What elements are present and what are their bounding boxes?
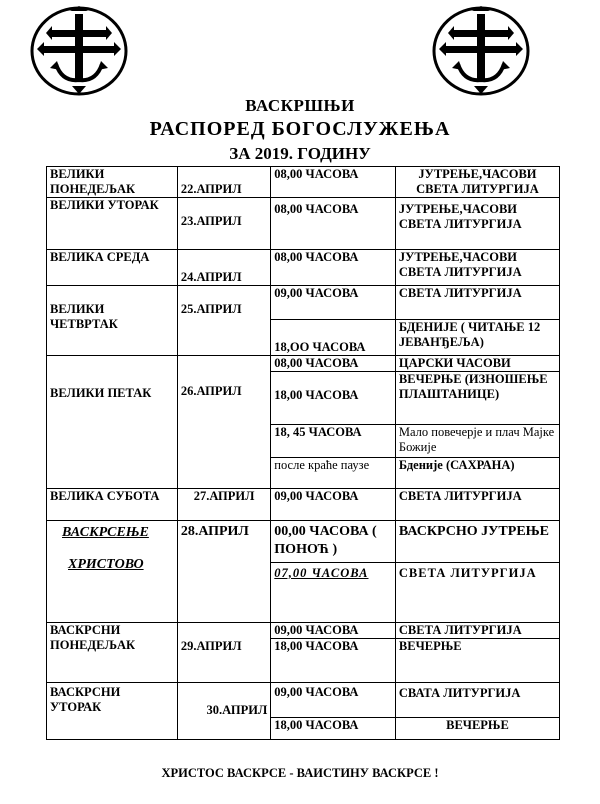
service-cell: СВЕТА ЛИТУРГИЈА xyxy=(395,489,559,521)
day-name-line-2: ХРИСТОВО xyxy=(68,557,144,572)
day-cell: ВЕЛИКИ ЧЕТВРТАК xyxy=(47,286,178,356)
service-cell: ЈУТРЕЊЕ,ЧАСОВИ СВЕТА ЛИТУРГИЈА xyxy=(395,250,559,286)
time-1: 09,00 ЧАСОВА xyxy=(271,623,395,639)
day-cell: ВЕЛИКИ ПЕТАК xyxy=(47,356,178,489)
date-cell: 24.АПРИЛ xyxy=(177,250,270,286)
service-cell: СВЕТА ЛИТУРГИЈА xyxy=(395,563,559,623)
service-1: СВЕТА ЛИТУРГИЈА xyxy=(396,623,559,639)
table-row xyxy=(47,521,560,563)
title-line-1: ВАСКРШЊИ xyxy=(245,96,355,115)
table-row xyxy=(47,356,560,372)
service-cell: СВАТА ЛИТУРГИЈА xyxy=(395,683,559,718)
service-cell: ВЕЧЕРЊЕ (ИЗНОШЕЊЕ ПЛАШТАНИЦЕ) xyxy=(395,372,559,425)
service-cell: ЈУТРЕЊЕ,ЧАСОВИ СВЕТА ЛИТУРГИЈА xyxy=(395,167,559,198)
time-cell: 08,00 ЧАСОВА xyxy=(271,167,396,198)
time-cell: 09,00 ЧАСОВА xyxy=(271,683,396,718)
table-row xyxy=(47,167,560,198)
day-cell: ВЕЛИКИ УТОРАК xyxy=(47,198,178,250)
footer-greeting: ХРИСТОС ВАСКРСЕ - ВАИСТИНУ ВАСКРСЕ ! xyxy=(161,766,439,780)
cross-emblem-icon xyxy=(432,6,530,96)
time-cell: 18,00 ЧАСОВА xyxy=(271,718,396,740)
table-row xyxy=(47,623,560,683)
time-cell xyxy=(271,623,396,683)
date-cell: 22.АПРИЛ xyxy=(177,167,270,198)
title-line-2: РАСПОРЕД БОГОСЛУЖЕЊА xyxy=(149,118,451,140)
service-cell xyxy=(395,623,559,683)
service-2: ВЕЧЕРЊЕ xyxy=(398,639,462,653)
date-cell: 25.АПРИЛ xyxy=(177,286,270,356)
table-row xyxy=(47,250,560,286)
day-cell: ВАСКРСНИ ПОНЕДЕЉАК xyxy=(47,623,178,683)
title-line-3: ЗА 2019. ГОДИНУ xyxy=(229,144,371,163)
table-row xyxy=(47,286,560,320)
day-cell xyxy=(47,521,178,623)
time-cell: 08,00 ЧАСОВА xyxy=(271,250,396,286)
time-cell: 00,00 ЧАСОВА ( ПОНОЋ ) xyxy=(271,521,396,563)
time-cell: 07,00 ЧАСОВА xyxy=(271,563,396,623)
date-cell: 26.АПРИЛ xyxy=(177,356,270,489)
table-row xyxy=(47,489,560,521)
day-cell: ВАСКРСНИ УТОРАК xyxy=(47,683,178,740)
schedule-table xyxy=(46,166,560,740)
service-cell: Мало повечерје и плач Мајке Божије xyxy=(395,425,559,458)
service-cell: ВАСКРСНО ЈУТРЕЊЕ xyxy=(395,521,559,563)
day-cell: ВЕЛИКИ ПОНЕДЕЉАК xyxy=(47,167,178,198)
day-cell: ВЕЛИКА СУБОТА xyxy=(47,489,178,521)
table-row xyxy=(47,683,560,718)
table-row xyxy=(47,198,560,250)
time-cell: 08,00 ЧАСОВА xyxy=(271,356,396,372)
time-cell: 18, 45 ЧАСОВА xyxy=(271,425,396,458)
time-cell: 18,00 ЧАСОВА xyxy=(271,372,396,425)
service-cell: СВЕТА ЛИТУРГИЈА xyxy=(395,286,559,320)
time-cell: 18,ОО ЧАСОВА xyxy=(271,320,396,356)
time-cell: после краће паузе xyxy=(271,458,396,489)
time-cell: 09,00 ЧАСОВА xyxy=(271,286,396,320)
date-cell: 27.АПРИЛ xyxy=(177,489,270,521)
service-cell: ВЕЧЕРЊЕ xyxy=(395,718,559,740)
service-cell: ЦАРСКИ ЧАСОВИ xyxy=(395,356,559,372)
service-cell: Бденије (САХРАНА) xyxy=(395,458,559,489)
time-cell: 09,00 ЧАСОВА xyxy=(271,489,396,521)
cross-emblem-icon xyxy=(30,6,128,96)
day-cell: ВЕЛИКА СРЕДА xyxy=(47,250,178,286)
day-name-line-1: ВАСКРСЕЊЕ xyxy=(62,525,149,540)
service-cell: БДЕНИЈЕ ( ЧИТАЊЕ 12 ЈЕВАНЂЕЉА) xyxy=(395,320,559,356)
time-cell: 08,00 ЧАСОВА xyxy=(271,198,396,250)
date-cell: 23.АПРИЛ xyxy=(177,198,270,250)
date-text: 29.АПРИЛ xyxy=(180,639,242,653)
date-cell xyxy=(177,623,270,683)
service-cell: ЈУТРЕЊЕ,ЧАСОВИ СВЕТА ЛИТУРГИЈА xyxy=(395,198,559,250)
date-cell: 30.АПРИЛ xyxy=(177,683,270,740)
date-cell: 28.АПРИЛ xyxy=(177,521,270,623)
time-2: 18,00 ЧАСОВА xyxy=(274,639,359,653)
